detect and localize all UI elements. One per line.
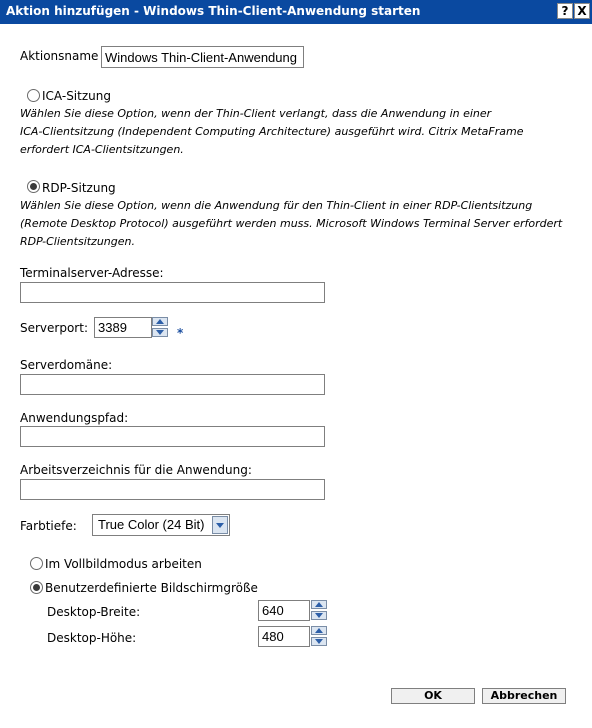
- terminal-server-label: Terminalserver-Adresse:: [20, 266, 164, 280]
- terminal-server-input[interactable]: [20, 282, 325, 303]
- color-depth-value: True Color (24 Bit): [98, 517, 205, 532]
- server-domain-input[interactable]: [20, 374, 325, 395]
- rdp-description-line: RDP-Clientsitzungen.: [20, 235, 135, 248]
- custom-size-label: Benutzerdefinierte Bildschirmgröße: [45, 581, 258, 595]
- color-depth-label: Farbtiefe:: [20, 519, 77, 533]
- desktop-height-stepper[interactable]: [311, 626, 327, 646]
- ica-description-line: ICA-Clientsitzung (Independent Computing Architecture) ausgeführt wird. Citrix MetaFrame: [20, 125, 524, 138]
- desktop-width-input[interactable]: [258, 600, 310, 621]
- ica-session-label: ICA-Sitzung: [42, 89, 111, 103]
- window-title: Aktion hinzufügen - Windows Thin-Client-Anwendung starten: [6, 4, 421, 18]
- ok-button[interactable]: OK: [391, 688, 475, 704]
- server-domain-label: Serverdomäne:: [20, 358, 113, 372]
- desktop-width-label: Desktop-Breite:: [47, 605, 141, 619]
- server-port-stepper[interactable]: [152, 317, 168, 337]
- desktop-height-input[interactable]: [258, 626, 310, 647]
- desktop-width-stepper[interactable]: [311, 600, 327, 620]
- server-port-input[interactable]: [94, 317, 152, 338]
- desktop-height-label: Desktop-Höhe:: [47, 631, 137, 645]
- rdp-description-line: (Remote Desktop Protocol) ausgeführt werden muss. Microsoft Windows Terminal Server erfordert: [20, 217, 563, 230]
- action-name-input[interactable]: [101, 46, 304, 68]
- title-bar: [0, 0, 592, 24]
- spin-down-icon[interactable]: [311, 611, 327, 620]
- rdp-description-line: Wählen Sie diese Option, wenn die Anwendung für den Thin-Client in einer RDP-Clientsitzung: [20, 199, 533, 212]
- working-dir-input[interactable]: [20, 479, 325, 500]
- ica-description-line: erfordert ICA-Clientsitzungen.: [20, 143, 184, 156]
- fullscreen-label: Im Vollbildmodus arbeiten: [45, 557, 202, 571]
- ica-description-line: Wählen Sie diese Option, wenn der Thin-Client verlangt, dass die Anwendung in einer: [20, 107, 492, 120]
- action-name-label: Aktionsname: [20, 49, 99, 63]
- rdp-session-label: RDP-Sitzung: [42, 181, 116, 195]
- spin-up-icon[interactable]: [311, 626, 327, 635]
- ica-session-radio[interactable]: [27, 89, 40, 102]
- spin-up-icon[interactable]: [311, 600, 327, 609]
- app-path-input[interactable]: [20, 426, 325, 447]
- spin-up-icon[interactable]: [152, 317, 168, 326]
- working-dir-label: Arbeitsverzeichnis für die Anwendung:: [20, 463, 252, 477]
- color-depth-select[interactable]: [92, 514, 230, 536]
- rdp-session-radio[interactable]: [27, 180, 40, 193]
- chevron-down-icon[interactable]: [212, 516, 228, 534]
- cancel-button[interactable]: Abbrechen: [482, 688, 566, 704]
- spin-down-icon[interactable]: [152, 328, 168, 337]
- app-path-label: Anwendungspfad:: [20, 411, 129, 425]
- help-button[interactable]: ?: [557, 3, 573, 19]
- fullscreen-radio[interactable]: [30, 557, 43, 570]
- custom-size-radio[interactable]: [30, 581, 43, 594]
- required-marker: *: [177, 326, 184, 340]
- server-port-label: Serverport:: [20, 321, 88, 335]
- close-button[interactable]: X: [574, 3, 590, 19]
- spin-down-icon[interactable]: [311, 637, 327, 646]
